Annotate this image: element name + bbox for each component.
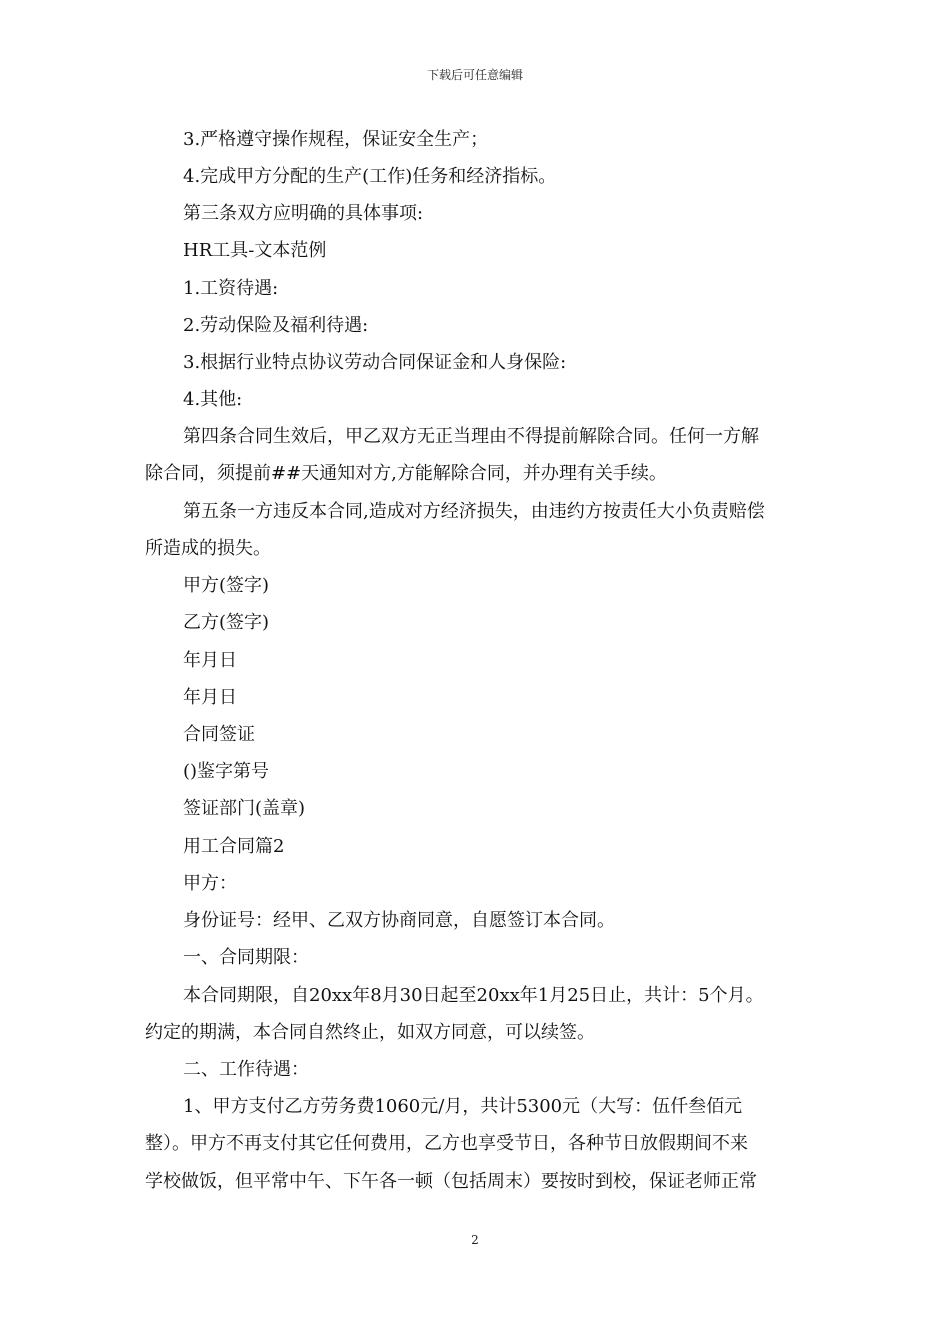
paragraph-line: 1.工资待遇: [183,278,279,299]
paragraph-line: 二、工作待遇： [183,1059,309,1080]
page-header: 下载后可任意编辑 [426,68,523,82]
paragraph-line: 3.根据行业特点协议劳动合同保证金和人身保险: [183,352,567,373]
paragraph-line: 3.严格遵守操作规程，保证安全生产； [183,129,489,150]
paragraph-line: 甲方： [183,873,237,894]
paragraph-line: 2.劳动保险及福利待遇: [183,315,369,336]
page-number: 2 [471,1233,479,1247]
paragraph-line: 除合同，须提前##天通知对方,方能解除合同，并办理有关手续。 [145,463,667,484]
paragraph-line: 所造成的损失。 [145,538,271,559]
paragraph-line: 约定的期满，本合同自然终止，如双方同意，可以续签。 [145,1022,595,1043]
paragraph-line: 甲方(签字) [183,575,270,596]
paragraph-line: 一、合同期限： [183,947,309,968]
paragraph-line: 1、甲方支付乙方劳务费1060元/月，共计5300元（大写：伍仟叁佰元 [183,1096,743,1117]
paragraph-line: 签证部门(盖章) [183,798,306,819]
paragraph-line: ()鉴字第号 [183,761,270,782]
paragraph-line: 年月日 [183,650,237,671]
paragraph-line: 学校做饭，但平常中午、下午各一顿（包括周末）要按时到校，保证老师正常 [145,1171,757,1192]
paragraph-line: 第四条合同生效后，甲乙双方无正当理由不得提前解除合同。任何一方解 [183,426,759,447]
paragraph-line: 身份证号：经甲、乙双方协商同意，自愿签订本合同。 [183,910,615,931]
paragraph-line: 年月日 [183,687,237,708]
paragraph-line: 用工合同篇2 [183,836,285,857]
paragraph-line: 本合同期限，自20xx年8月30日起至20xx年1月25日止，共计：5个月。 [183,985,764,1006]
paragraph-line: 第五条一方违反本合同,造成对方经济损失，由违约方按责任大小负责赔偿 [183,501,765,522]
paragraph-line: 合同签证 [183,724,255,745]
paragraph-line: 整）。甲方不再支付其它任何费用，乙方也享受节日，各种节日放假期间不来 [145,1133,748,1154]
paragraph-line: HR工具-文本范例 [183,240,327,261]
paragraph-line: 第三条双方应明确的具体事项: [183,203,424,224]
paragraph-line: 4.其他: [183,389,243,410]
paragraph-line: 4.完成甲方分配的生产(工作)任务和经济指标。 [183,166,557,187]
paragraph-line: 乙方(签字) [183,612,270,633]
